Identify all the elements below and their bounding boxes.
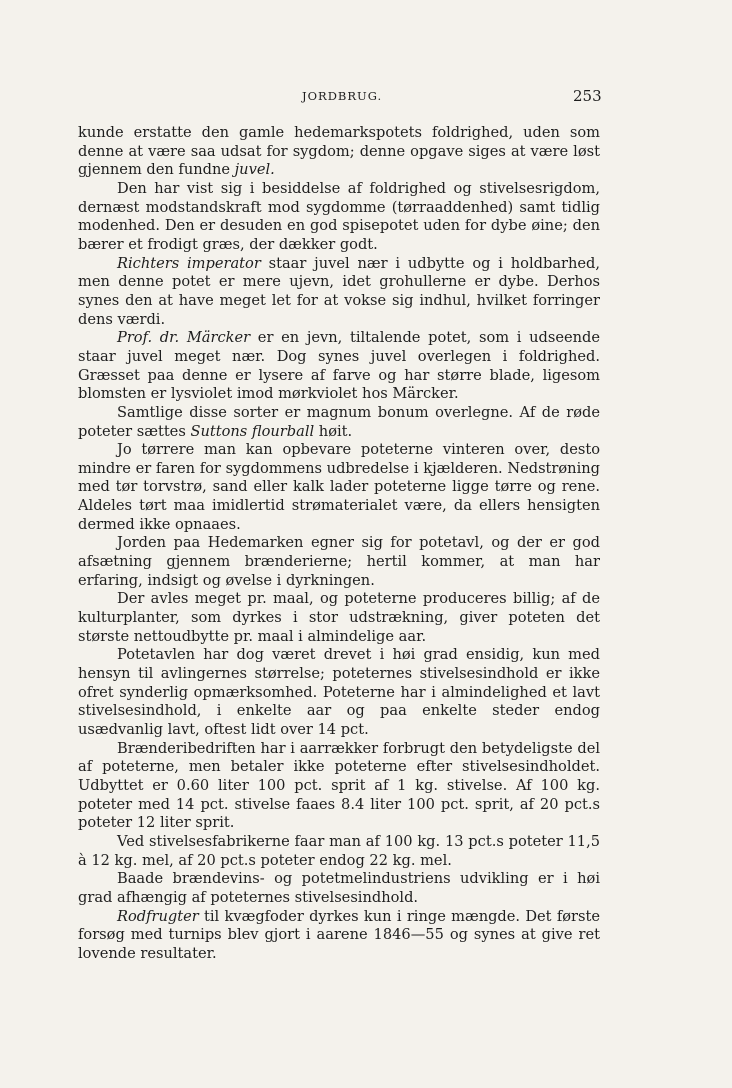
text-run: Den har vist sig i besiddelse af foldrighed og stivelsesrigdom, dernæst modstandskraft mod sygdomme (tørraaddenhed) samt tidlig modenhed. Den er desuden en god spisepotet uden for dybe øine; den bærer et frodigt græs, der dækker godt. [78,179,600,253]
page-header [0,89,732,109]
text-run: Der avles meget pr. maal, og poteterne produceres billig; af de kulturplanter, som dyrkes i stor udstrækning, giver poteten det største nettoudbytte pr. maal i almindelige aar. [78,590,600,645]
paragraph [78,646,600,739]
paragraph [78,590,600,646]
text-run: kunde erstatte den gamle hedemarkspotets foldrighed, uden som denne at være saa udsat for sygdom; denne opgave siges at være løst gjennem den fundne [78,124,600,179]
italic-term: Suttons flourball [190,422,315,440]
text-run: staar juvel nær i udbytte og i holdbarhed, men denne potet er mere ujevn, idet grohullerne er dybe. Derhos synes den at have meget let for at vokse sig indhul, hvilket forringer dens værdi. [78,254,601,328]
text-run: Baade brændevins- og potetmelindustriens udvikling er i høi grad afhængig af poteternes stivelsesindhold. [78,870,600,906]
text-run: Brænderibedriften har i aarrækker forbrugt den betydeligste del af poteterne, men betaler ikke poteterne efter stivelsesindholdet. Udbyttet er 0.60 liter 100 pct. sprit af 1 kg. stivelse. Af 100 kg. poteter med 14 pct. stivelse faaes 8.4 liter 100 pct. sprit, af 20 pct.s poteter 12 liter sprit. [78,739,600,832]
paragraph [78,870,600,907]
paragraph [78,740,600,833]
text-run: til kvægfoder dyrkes kun i ringe mængde. Det første forsøg med turnips blev gjort i aarene 1846—55 og synes at give ret lovende resultater. [78,907,600,962]
text-run: Jo tørrere man kan opbevare poteterne vinteren over, desto mindre er faren for sygdommens udbredelse i kjælderen. Nedstrøning med tør torvstrø, sand eller kalk lader poteterne ligge tørre og rene. Aldeles tørt maa imidlertid strømaterialet være, da ellers hensigten dermed ikke opnaaes. [78,441,600,533]
paragraph [78,833,600,870]
body-text [78,124,600,964]
page-number: 253 [573,87,602,105]
text-run: Jorden paa Hedemarken egner sig for potetavl, og der er god afsætning gjennem brænderierne; hertil kommer, at man har erfaring, indsigt og øvelse i dyrkningen. [78,534,600,589]
paragraph [78,124,600,180]
text-run: høit. [314,422,353,440]
paragraph [78,441,600,534]
paragraph [78,329,600,404]
italic-term: Richters imperator [117,254,261,272]
italic-term: juvel. [234,161,275,179]
paragraph [78,180,600,255]
paragraph [78,255,600,330]
italic-term: Rodfrugter [117,907,199,925]
text-run: er en jevn, tiltalende potet, som i udseende staar juvel meget nær. Dog synes juvel overlegen i foldrighed. Græsset paa denne er lysere af farve og har større blade, ligesom blomsten er lysviolet imod mørkviolet hos Märcker. [78,329,601,403]
running-title: JORDBRUG. [302,89,383,103]
paragraph [78,908,600,964]
text-run: Ved stivelsesfabrikerne faar man af 100 kg. 13 pct.s poteter 11,5 à 12 kg. mel, af 20 pct.s poteter endog 22 kg. mel. [78,832,600,869]
paragraph [78,404,600,441]
text-run: Potetavlen har dog været drevet i høi grad ensidig, kun med hensyn til avlingernes størrelse; poteternes stivelsesindhold er ikke ofret synderlig opmærksomhed. Poteterne har i almindelighed et lavt stivelsesindhold, i enkelte aar og paa enkelte steder endog usædvanlig lavt, oftest lidt over 14 pct. [78,646,600,738]
italic-term: Prof. dr. Märcker [117,329,251,347]
paragraph [78,534,600,590]
text-run: Samtlige disse sorter er magnum bonum overlegne. Af de røde poteter sættes [78,403,600,440]
